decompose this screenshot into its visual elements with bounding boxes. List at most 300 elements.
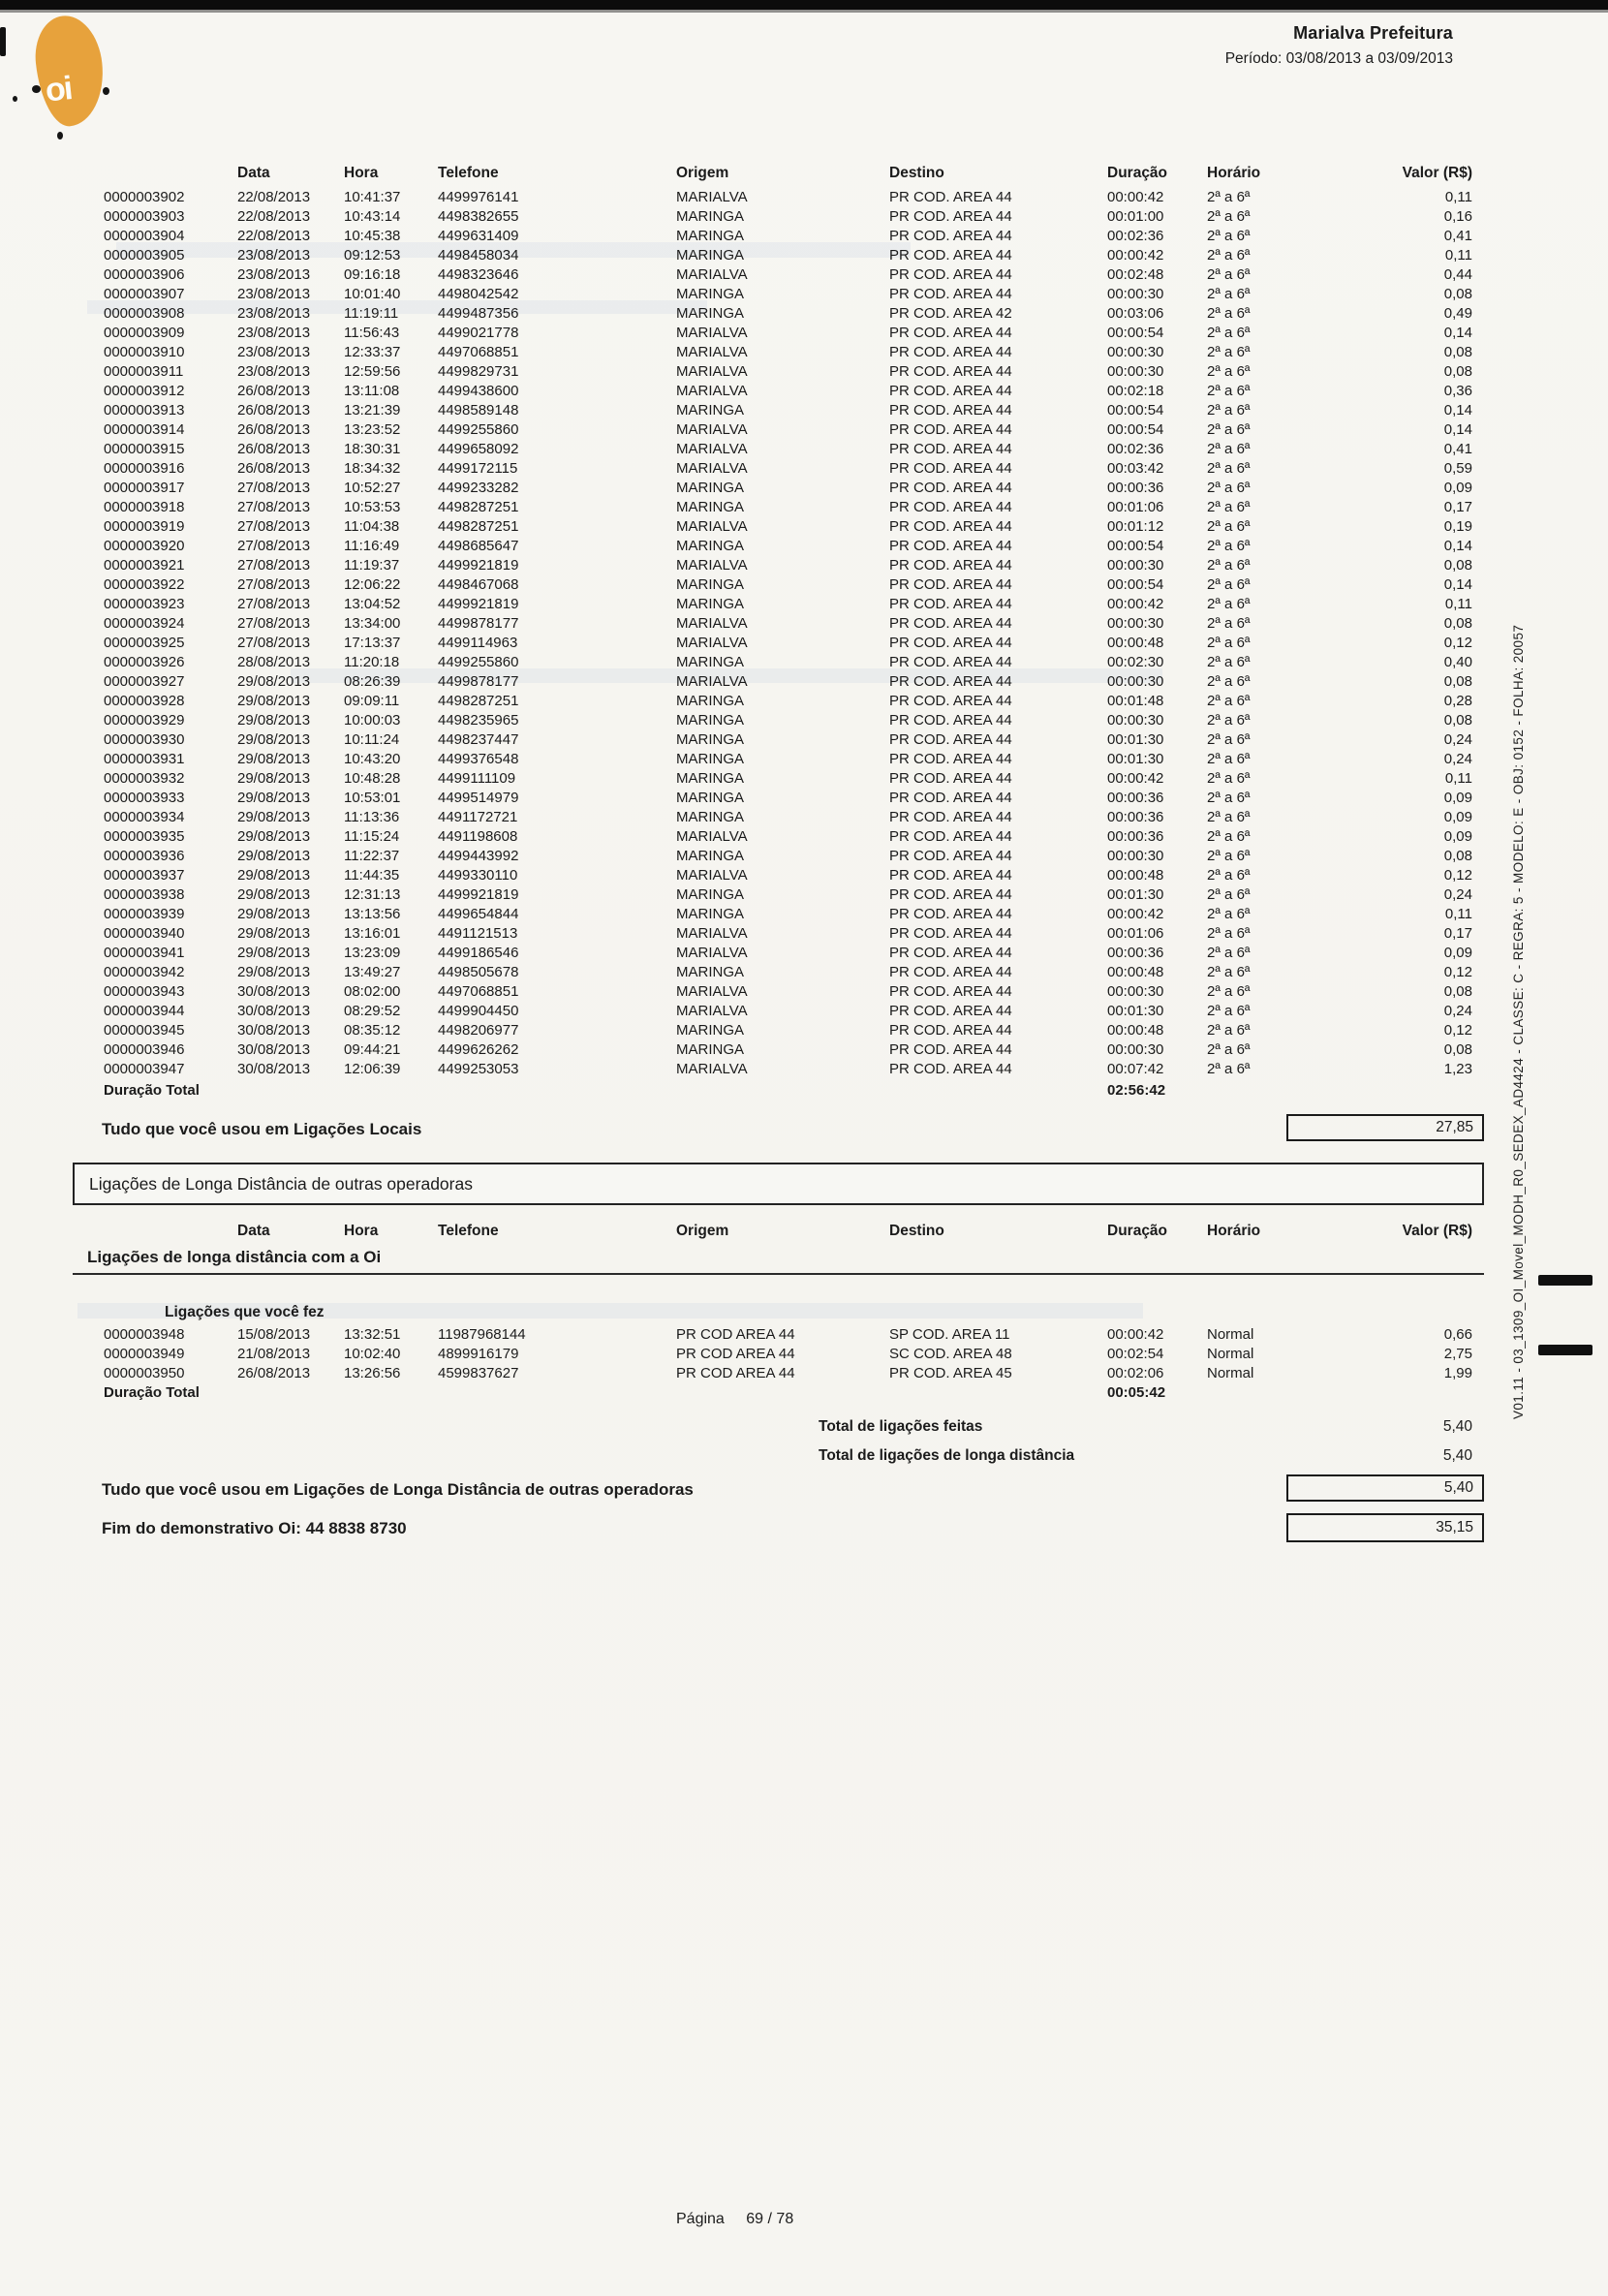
call-phone-cell: 4498505678 [438, 964, 519, 980]
call-destination-cell: PR COD. AREA 44 [889, 1061, 1012, 1077]
page-label: Página [676, 2211, 725, 2227]
call-schedule-cell: 2ª a 6ª [1207, 247, 1251, 264]
call-duration-cell: 00:02:48 [1107, 266, 1164, 283]
table-row [92, 769, 1472, 789]
total-calls-made-label: Total de ligações feitas [819, 1418, 983, 1435]
call-id-cell: 0000003906 [104, 266, 185, 283]
call-date-cell: 29/08/2013 [237, 906, 311, 922]
table-row [92, 866, 1472, 885]
call-destination-cell: PR COD. AREA 44 [889, 557, 1012, 574]
call-schedule-cell: 2ª a 6ª [1207, 344, 1251, 360]
call-value-cell: 0,24 [1443, 751, 1472, 767]
call-schedule-cell: 2ª a 6ª [1207, 693, 1251, 709]
call-origin-cell: MARIALVA [676, 945, 748, 961]
header-cell-horario: Horário [1207, 165, 1261, 181]
header-cell-data: Data [237, 165, 270, 181]
call-value-cell: 0,09 [1443, 945, 1472, 961]
call-id-cell: 0000003918 [104, 499, 185, 515]
call-time-cell: 11:04:38 [344, 518, 400, 535]
call-phone-cell: 4498467068 [438, 576, 519, 593]
call-date-cell: 23/08/2013 [237, 325, 311, 341]
call-origin-cell: MARINGA [676, 576, 745, 593]
call-id-cell: 0000003911 [104, 363, 184, 380]
call-destination-cell: PR COD. AREA 44 [889, 344, 1012, 360]
call-schedule-cell: 2ª a 6ª [1207, 731, 1251, 748]
call-duration-cell: 00:00:30 [1107, 363, 1164, 380]
call-duration-cell: 00:01:06 [1107, 499, 1164, 515]
call-date-cell: 29/08/2013 [237, 848, 311, 864]
call-date-cell: 28/08/2013 [237, 654, 311, 670]
call-value-cell: 0,24 [1443, 1003, 1472, 1019]
header-cell-empty [92, 1219, 237, 1244]
call-schedule-cell: 2ª a 6ª [1207, 790, 1251, 806]
call-destination-cell: PR COD. AREA 44 [889, 693, 1012, 709]
call-date-cell: 30/08/2013 [237, 1061, 311, 1077]
call-id-cell: 0000003936 [104, 848, 185, 864]
header-cell-hora: Hora [344, 1223, 379, 1239]
header-cell-empty [92, 161, 237, 186]
call-phone-cell: 4499376548 [438, 751, 519, 767]
call-phone-cell: 4499233282 [438, 480, 519, 496]
call-schedule-cell: 2ª a 6ª [1207, 1003, 1251, 1019]
table-row [92, 595, 1472, 614]
table-row [92, 885, 1472, 905]
call-id-cell: 0000003912 [104, 383, 185, 399]
call-phone-cell: 4497068851 [438, 983, 519, 1000]
call-duration-cell: 00:00:54 [1107, 325, 1164, 341]
call-time-cell: 12:06:39 [344, 1061, 401, 1077]
call-time-cell: 11:20:18 [344, 654, 400, 670]
call-phone-cell: 4499631409 [438, 228, 519, 244]
call-phone-cell: 4499658092 [438, 441, 519, 457]
call-schedule-cell: 2ª a 6ª [1207, 906, 1251, 922]
call-origin-cell: MARIALVA [676, 363, 748, 380]
call-value-cell: 0,08 [1443, 557, 1472, 574]
table-row [92, 498, 1472, 517]
call-id-cell: 0000003939 [104, 906, 185, 922]
call-value-cell: 0,09 [1443, 480, 1472, 496]
call-id-cell: 0000003922 [104, 576, 185, 593]
call-origin-cell: MARIALVA [676, 925, 748, 942]
call-schedule-cell: 2ª a 6ª [1207, 228, 1251, 244]
call-origin-cell: MARIALVA [676, 460, 748, 477]
call-duration-cell: 00:00:30 [1107, 848, 1164, 864]
call-schedule-cell: 2ª a 6ª [1207, 615, 1251, 632]
call-value-cell: 0,09 [1443, 790, 1472, 806]
call-date-cell: 26/08/2013 [237, 402, 311, 419]
call-phone-cell: 4499829731 [438, 363, 519, 380]
call-schedule-cell: 2ª a 6ª [1207, 712, 1251, 729]
call-destination-cell: PR COD. AREA 44 [889, 1003, 1012, 1019]
call-phone-cell: 4499921819 [438, 596, 519, 612]
call-id-cell: 0000003907 [104, 286, 185, 302]
call-schedule-cell: 2ª a 6ª [1207, 286, 1251, 302]
call-value-cell: 1,23 [1443, 1061, 1472, 1077]
table-row [92, 575, 1472, 595]
call-schedule-cell: Normal [1207, 1365, 1254, 1381]
call-duration-cell: 00:03:42 [1107, 460, 1164, 477]
call-phone-cell: 4499878177 [438, 615, 519, 632]
ld-summary-value: 5,40 [1443, 1479, 1473, 1496]
call-origin-cell: MARINGA [676, 538, 745, 554]
call-date-cell: 27/08/2013 [237, 518, 311, 535]
call-duration-cell: 00:00:30 [1107, 983, 1164, 1000]
call-time-cell: 12:33:37 [344, 344, 401, 360]
call-phone-cell: 4499626262 [438, 1041, 519, 1058]
call-schedule-cell: 2ª a 6ª [1207, 518, 1251, 535]
call-schedule-cell: 2ª a 6ª [1207, 441, 1251, 457]
call-date-cell: 29/08/2013 [237, 867, 311, 884]
table-row [92, 924, 1472, 944]
call-duration-cell: 00:00:30 [1107, 344, 1164, 360]
table-row [92, 556, 1472, 575]
call-id-cell: 0000003931 [104, 751, 185, 767]
table-row [92, 420, 1472, 440]
call-duration-cell: 00:00:30 [1107, 615, 1164, 632]
call-origin-cell: PR COD AREA 44 [676, 1365, 795, 1381]
call-time-cell: 09:16:18 [344, 266, 401, 283]
table-row [92, 905, 1472, 924]
call-duration-cell: 00:00:42 [1107, 770, 1164, 787]
call-destination-cell: PR COD. AREA 44 [889, 228, 1012, 244]
call-schedule-cell: 2ª a 6ª [1207, 1022, 1251, 1039]
call-origin-cell: MARIALVA [676, 383, 748, 399]
call-destination-cell: PR COD. AREA 44 [889, 1041, 1012, 1058]
call-origin-cell: MARINGA [676, 499, 745, 515]
header-cell-destino: Destino [889, 165, 944, 181]
call-time-cell: 10:48:28 [344, 770, 401, 787]
call-date-cell: 27/08/2013 [237, 557, 311, 574]
table-row [92, 459, 1472, 479]
call-phone-cell: 4499111109 [438, 770, 516, 787]
call-phone-cell: 4499255860 [438, 421, 519, 438]
call-id-cell: 0000003933 [104, 790, 185, 806]
call-phone-cell: 4491198608 [438, 828, 518, 845]
header-cell-telefone: Telefone [438, 1223, 499, 1239]
call-time-cell: 13:23:52 [344, 421, 401, 438]
call-schedule-cell: 2ª a 6ª [1207, 383, 1251, 399]
call-date-cell: 30/08/2013 [237, 983, 311, 1000]
call-value-cell: 0,08 [1443, 712, 1472, 729]
call-destination-cell: PR COD. AREA 44 [889, 402, 1012, 419]
table-row [92, 827, 1472, 847]
call-id-cell: 0000003937 [104, 867, 185, 884]
call-phone-cell: 4499654844 [438, 906, 519, 922]
call-date-cell: 27/08/2013 [237, 635, 311, 651]
call-date-cell: 29/08/2013 [237, 770, 311, 787]
call-time-cell: 10:45:38 [344, 228, 401, 244]
table-row [92, 653, 1472, 672]
call-value-cell: 0,14 [1443, 576, 1472, 593]
call-origin-cell: MARINGA [676, 402, 745, 419]
call-time-cell: 13:21:39 [344, 402, 401, 419]
table-row [92, 382, 1472, 401]
table-row [92, 711, 1472, 730]
call-id-cell: 0000003904 [104, 228, 185, 244]
call-phone-cell: 4498323646 [438, 266, 519, 283]
call-duration-cell: 00:01:30 [1107, 731, 1164, 748]
call-value-cell: 0,14 [1443, 538, 1472, 554]
table-row [92, 789, 1472, 808]
call-schedule-cell: 2ª a 6ª [1207, 208, 1251, 225]
long-distance-section-title: Ligações de Longa Distância de outras operadoras [89, 1174, 473, 1194]
call-value-cell: 0,14 [1443, 325, 1472, 341]
call-id-cell: 0000003942 [104, 964, 185, 980]
call-origin-cell: MARINGA [676, 886, 745, 903]
call-destination-cell: PR COD. AREA 44 [889, 673, 1012, 690]
call-phone-cell: 4499878177 [438, 673, 519, 690]
call-destination-cell: PR COD. AREA 44 [889, 906, 1012, 922]
call-origin-cell: MARINGA [676, 731, 745, 748]
call-origin-cell: MARINGA [676, 228, 745, 244]
call-duration-cell: 00:01:30 [1107, 751, 1164, 767]
call-id-cell: 0000003926 [104, 654, 185, 670]
call-origin-cell: MARIALVA [676, 325, 748, 341]
call-date-cell: 22/08/2013 [237, 208, 311, 225]
call-value-cell: 0,08 [1443, 615, 1472, 632]
call-origin-cell: MARIALVA [676, 189, 748, 205]
total-long-distance-value: 5,40 [1442, 1447, 1472, 1464]
call-time-cell: 09:09:11 [344, 693, 400, 709]
call-value-cell: 0,66 [1443, 1326, 1472, 1343]
call-destination-cell: PR COD. AREA 44 [889, 712, 1012, 729]
call-value-cell: 0,09 [1443, 809, 1472, 825]
call-date-cell: 30/08/2013 [237, 1041, 311, 1058]
total-calls-made-value: 5,40 [1442, 1418, 1472, 1435]
table-row [92, 944, 1472, 963]
call-phone-cell: 4499487356 [438, 305, 519, 322]
call-date-cell: 27/08/2013 [237, 480, 311, 496]
table-row [92, 1364, 1472, 1383]
call-destination-cell: PR COD. AREA 44 [889, 731, 1012, 748]
ld-duration-total-label: Duração Total [104, 1384, 200, 1401]
duration-total-label: Duração Total [104, 1082, 200, 1099]
call-value-cell: 0,08 [1443, 848, 1472, 864]
call-origin-cell: MARINGA [676, 286, 745, 302]
statement-end-value: 35,15 [1436, 1519, 1473, 1536]
call-schedule-cell: 2ª a 6ª [1207, 421, 1251, 438]
call-duration-cell: 00:00:42 [1107, 596, 1164, 612]
call-duration-cell: 00:07:42 [1107, 1061, 1164, 1077]
header-cell-data: Data [237, 1223, 270, 1239]
call-date-cell: 26/08/2013 [237, 383, 311, 399]
table-row [92, 1040, 1472, 1060]
call-phone-cell: 4499976141 [438, 189, 519, 205]
call-phone-cell: 4499921819 [438, 886, 519, 903]
long-distance-rows [92, 1325, 1472, 1383]
call-duration-cell: 00:00:36 [1107, 828, 1164, 845]
local-summary-box [1286, 1114, 1484, 1141]
call-duration-cell: 00:02:18 [1107, 383, 1164, 399]
call-date-cell: 29/08/2013 [237, 925, 311, 942]
call-destination-cell: PR COD. AREA 44 [889, 460, 1012, 477]
call-id-cell: 0000003916 [104, 460, 185, 477]
call-destination-cell: PR COD. AREA 44 [889, 208, 1012, 225]
call-schedule-cell: 2ª a 6ª [1207, 635, 1251, 651]
call-time-cell: 10:43:14 [344, 208, 401, 225]
table-row [92, 982, 1472, 1002]
call-schedule-cell: 2ª a 6ª [1207, 673, 1251, 690]
local-calls-rows [92, 188, 1472, 1079]
call-destination-cell: PR COD. AREA 44 [889, 480, 1012, 496]
call-id-cell: 0000003945 [104, 1022, 185, 1039]
call-id-cell: 0000003921 [104, 557, 185, 574]
call-duration-cell: 00:00:48 [1107, 867, 1164, 884]
call-date-cell: 29/08/2013 [237, 964, 311, 980]
call-id-cell: 0000003934 [104, 809, 185, 825]
call-time-cell: 10:53:53 [344, 499, 401, 515]
call-phone-cell: 4498287251 [438, 518, 519, 535]
call-origin-cell: MARIALVA [676, 673, 748, 690]
call-phone-cell: 4491172721 [438, 809, 518, 825]
header-cell-telefone: Telefone [438, 165, 499, 181]
call-phone-cell: 11987968144 [438, 1326, 526, 1343]
call-value-cell: 0,40 [1443, 654, 1472, 670]
header-cell-horario: Horário [1207, 1223, 1261, 1239]
call-date-cell: 23/08/2013 [237, 363, 311, 380]
header-cell-destino: Destino [889, 1223, 944, 1239]
call-schedule-cell: 2ª a 6ª [1207, 828, 1251, 845]
call-value-cell: 0,11 [1444, 247, 1472, 264]
call-value-cell: 0,41 [1443, 228, 1472, 244]
call-id-cell: 0000003927 [104, 673, 185, 690]
call-destination-cell: PR COD. AREA 44 [889, 654, 1012, 670]
call-time-cell: 10:41:37 [344, 189, 401, 205]
call-phone-cell: 4498382655 [438, 208, 519, 225]
call-destination-cell: PR COD. AREA 44 [889, 363, 1012, 380]
call-date-cell: 23/08/2013 [237, 286, 311, 302]
header-cell-duracao: Duração [1107, 1223, 1168, 1239]
call-id-cell: 0000003910 [104, 344, 185, 360]
call-duration-cell: 00:01:30 [1107, 1003, 1164, 1019]
call-duration-cell: 00:00:36 [1107, 480, 1164, 496]
call-time-cell: 10:02:40 [344, 1346, 401, 1362]
call-schedule-cell: 2ª a 6ª [1207, 460, 1251, 477]
call-date-cell: 27/08/2013 [237, 499, 311, 515]
call-phone-cell: 4491121513 [438, 925, 518, 942]
call-schedule-cell: 2ª a 6ª [1207, 983, 1251, 1000]
call-id-cell: 0000003924 [104, 615, 185, 632]
local-summary-value: 27,85 [1436, 1119, 1473, 1135]
call-destination-cell: PR COD. AREA 44 [889, 266, 1012, 283]
call-destination-cell: SC COD. AREA 48 [889, 1346, 1012, 1362]
call-date-cell: 29/08/2013 [237, 693, 311, 709]
call-destination-cell: PR COD. AREA 44 [889, 383, 1012, 399]
table-row [92, 285, 1472, 304]
call-origin-cell: MARINGA [676, 906, 745, 922]
call-value-cell: 0,08 [1443, 286, 1472, 302]
call-schedule-cell: 2ª a 6ª [1207, 402, 1251, 419]
call-schedule-cell: 2ª a 6ª [1207, 751, 1251, 767]
header-cell-duracao: Duração [1107, 165, 1168, 181]
call-destination-cell: PR COD. AREA 44 [889, 945, 1012, 961]
call-id-cell: 0000003928 [104, 693, 185, 709]
call-value-cell: 0,11 [1444, 906, 1472, 922]
call-destination-cell: PR COD. AREA 44 [889, 925, 1012, 942]
call-date-cell: 27/08/2013 [237, 596, 311, 612]
call-destination-cell: PR COD. AREA 44 [889, 596, 1012, 612]
table-row [92, 1060, 1472, 1079]
call-id-cell: 0000003950 [104, 1365, 185, 1381]
table-row [92, 479, 1472, 498]
scan-left-mark [0, 27, 6, 56]
call-destination-cell: PR COD. AREA 44 [889, 1022, 1012, 1039]
call-time-cell: 18:34:32 [344, 460, 401, 477]
call-time-cell: 13:16:01 [344, 925, 401, 942]
call-time-cell: 13:34:00 [344, 615, 401, 632]
call-phone-cell: 4498458034 [438, 247, 519, 264]
call-value-cell: 2,75 [1443, 1346, 1472, 1362]
call-id-cell: 0000003940 [104, 925, 185, 942]
call-date-cell: 30/08/2013 [237, 1022, 311, 1039]
table-row [92, 963, 1472, 982]
table-row [92, 1325, 1472, 1345]
table-row [92, 517, 1472, 537]
page-footer [676, 2211, 793, 2228]
call-id-cell: 0000003947 [104, 1061, 185, 1077]
header-cell-valor: Valor (R$) [1402, 165, 1472, 181]
call-date-cell: 29/08/2013 [237, 828, 311, 845]
call-phone-cell: 4497068851 [438, 344, 519, 360]
call-id-cell: 0000003941 [104, 945, 185, 961]
call-value-cell: 1,99 [1443, 1365, 1472, 1381]
call-schedule-cell: 2ª a 6ª [1207, 867, 1251, 884]
call-schedule-cell: 2ª a 6ª [1207, 305, 1251, 322]
call-duration-cell: 00:00:54 [1107, 538, 1164, 554]
call-phone-cell: 4498685647 [438, 538, 519, 554]
call-schedule-cell: 2ª a 6ª [1207, 557, 1251, 574]
call-id-cell: 0000003914 [104, 421, 185, 438]
call-duration-cell: 00:00:30 [1107, 557, 1164, 574]
call-time-cell: 11:22:37 [344, 848, 400, 864]
call-time-cell: 11:19:11 [344, 305, 399, 322]
call-time-cell: 13:13:56 [344, 906, 401, 922]
long-distance-table-header [92, 1219, 1472, 1244]
call-duration-cell: 00:00:36 [1107, 790, 1164, 806]
call-destination-cell: PR COD. AREA 44 [889, 421, 1012, 438]
table-row [92, 188, 1472, 207]
call-time-cell: 11:56:43 [344, 325, 400, 341]
call-value-cell: 0,49 [1443, 305, 1472, 322]
oi-logo [31, 13, 108, 129]
call-destination-cell: PR COD. AREA 44 [889, 848, 1012, 864]
call-schedule-cell: 2ª a 6ª [1207, 480, 1251, 496]
call-schedule-cell: 2ª a 6ª [1207, 266, 1251, 283]
call-destination-cell: SP COD. AREA 11 [889, 1326, 1010, 1343]
call-id-cell: 0000003948 [104, 1326, 185, 1343]
call-time-cell: 10:53:01 [344, 790, 401, 806]
ld-duration-total-value: 00:05:42 [1107, 1384, 1166, 1401]
ld-summary-box [1286, 1474, 1484, 1502]
total-long-distance-label: Total de ligações de longa distância [819, 1447, 1075, 1464]
call-date-cell: 29/08/2013 [237, 809, 311, 825]
long-distance-section-box [73, 1163, 1484, 1205]
call-date-cell: 23/08/2013 [237, 266, 311, 283]
call-time-cell: 18:30:31 [344, 441, 401, 457]
call-time-cell: 13:32:51 [344, 1326, 401, 1343]
oi-logo-text: oi [44, 70, 74, 109]
scan-speck [57, 132, 63, 140]
page-number: 69 / 78 [746, 2211, 794, 2227]
call-time-cell: 13:04:52 [344, 596, 401, 612]
call-origin-cell: MARINGA [676, 247, 745, 264]
table-row [92, 227, 1472, 246]
call-date-cell: 23/08/2013 [237, 247, 311, 264]
call-schedule-cell: 2ª a 6ª [1207, 925, 1251, 942]
call-id-cell: 0000003905 [104, 247, 185, 264]
call-time-cell: 13:23:09 [344, 945, 401, 961]
billing-period: Período: 03/08/2013 a 03/09/2013 [1224, 50, 1453, 67]
